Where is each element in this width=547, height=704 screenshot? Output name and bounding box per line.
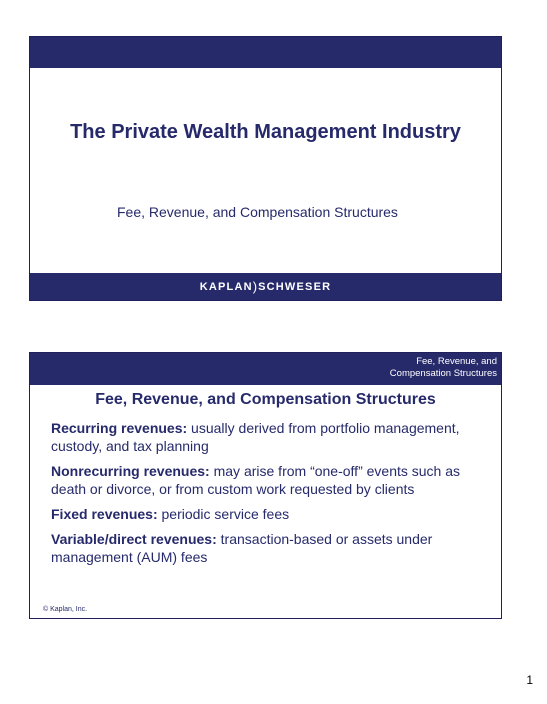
item-term: Fixed revenues: [51,506,158,522]
title-slide [29,36,502,301]
section-label [390,356,497,380]
item-term: Nonrecurring revenues: [51,463,210,479]
section-label-line2: Compensation Structures [389,368,497,379]
revenue-types-list [51,419,497,573]
content-slide-heading: Fee, Revenue, and Compensation Structures [95,391,436,408]
list-item-nonrecurring [51,462,497,498]
logo-left-text: KAPLAN [199,280,253,293]
page-number: 1 [526,673,533,687]
item-term: Recurring revenues: [51,420,188,436]
item-text: periodic service fees [157,506,290,522]
slide-title [30,119,501,146]
item-term: Variable/direct revenues: [51,531,217,547]
title-slide-bottom-bar [30,273,501,300]
item-text: usually derived from portfolio management, custody, and tax planning [51,420,460,454]
list-item-variable [51,530,497,566]
slide-title-text: The Private Wealth Management Industry [70,121,461,143]
logo-paren: ) [252,279,258,294]
content-slide-top-bar [30,353,501,385]
section-label-line1: Fee, Revenue, and [416,356,497,367]
item-text: transaction-based or assets under management (AUM) fees [51,531,433,565]
content-slide [29,352,502,619]
item-text: may arise from “one-off” events such as death or divorce, or from custom work requested by clients [51,463,461,497]
logo-right-text: SCHWESER [258,280,332,293]
list-item-recurring [51,419,497,455]
title-slide-top-bar [30,37,501,68]
slide-subtitle: Fee, Revenue, and Compensation Structures [117,204,398,220]
kaplan-schweser-logo [200,279,332,294]
copyright-notice: © Kaplan, Inc. [43,606,88,613]
list-item-fixed [51,505,497,523]
